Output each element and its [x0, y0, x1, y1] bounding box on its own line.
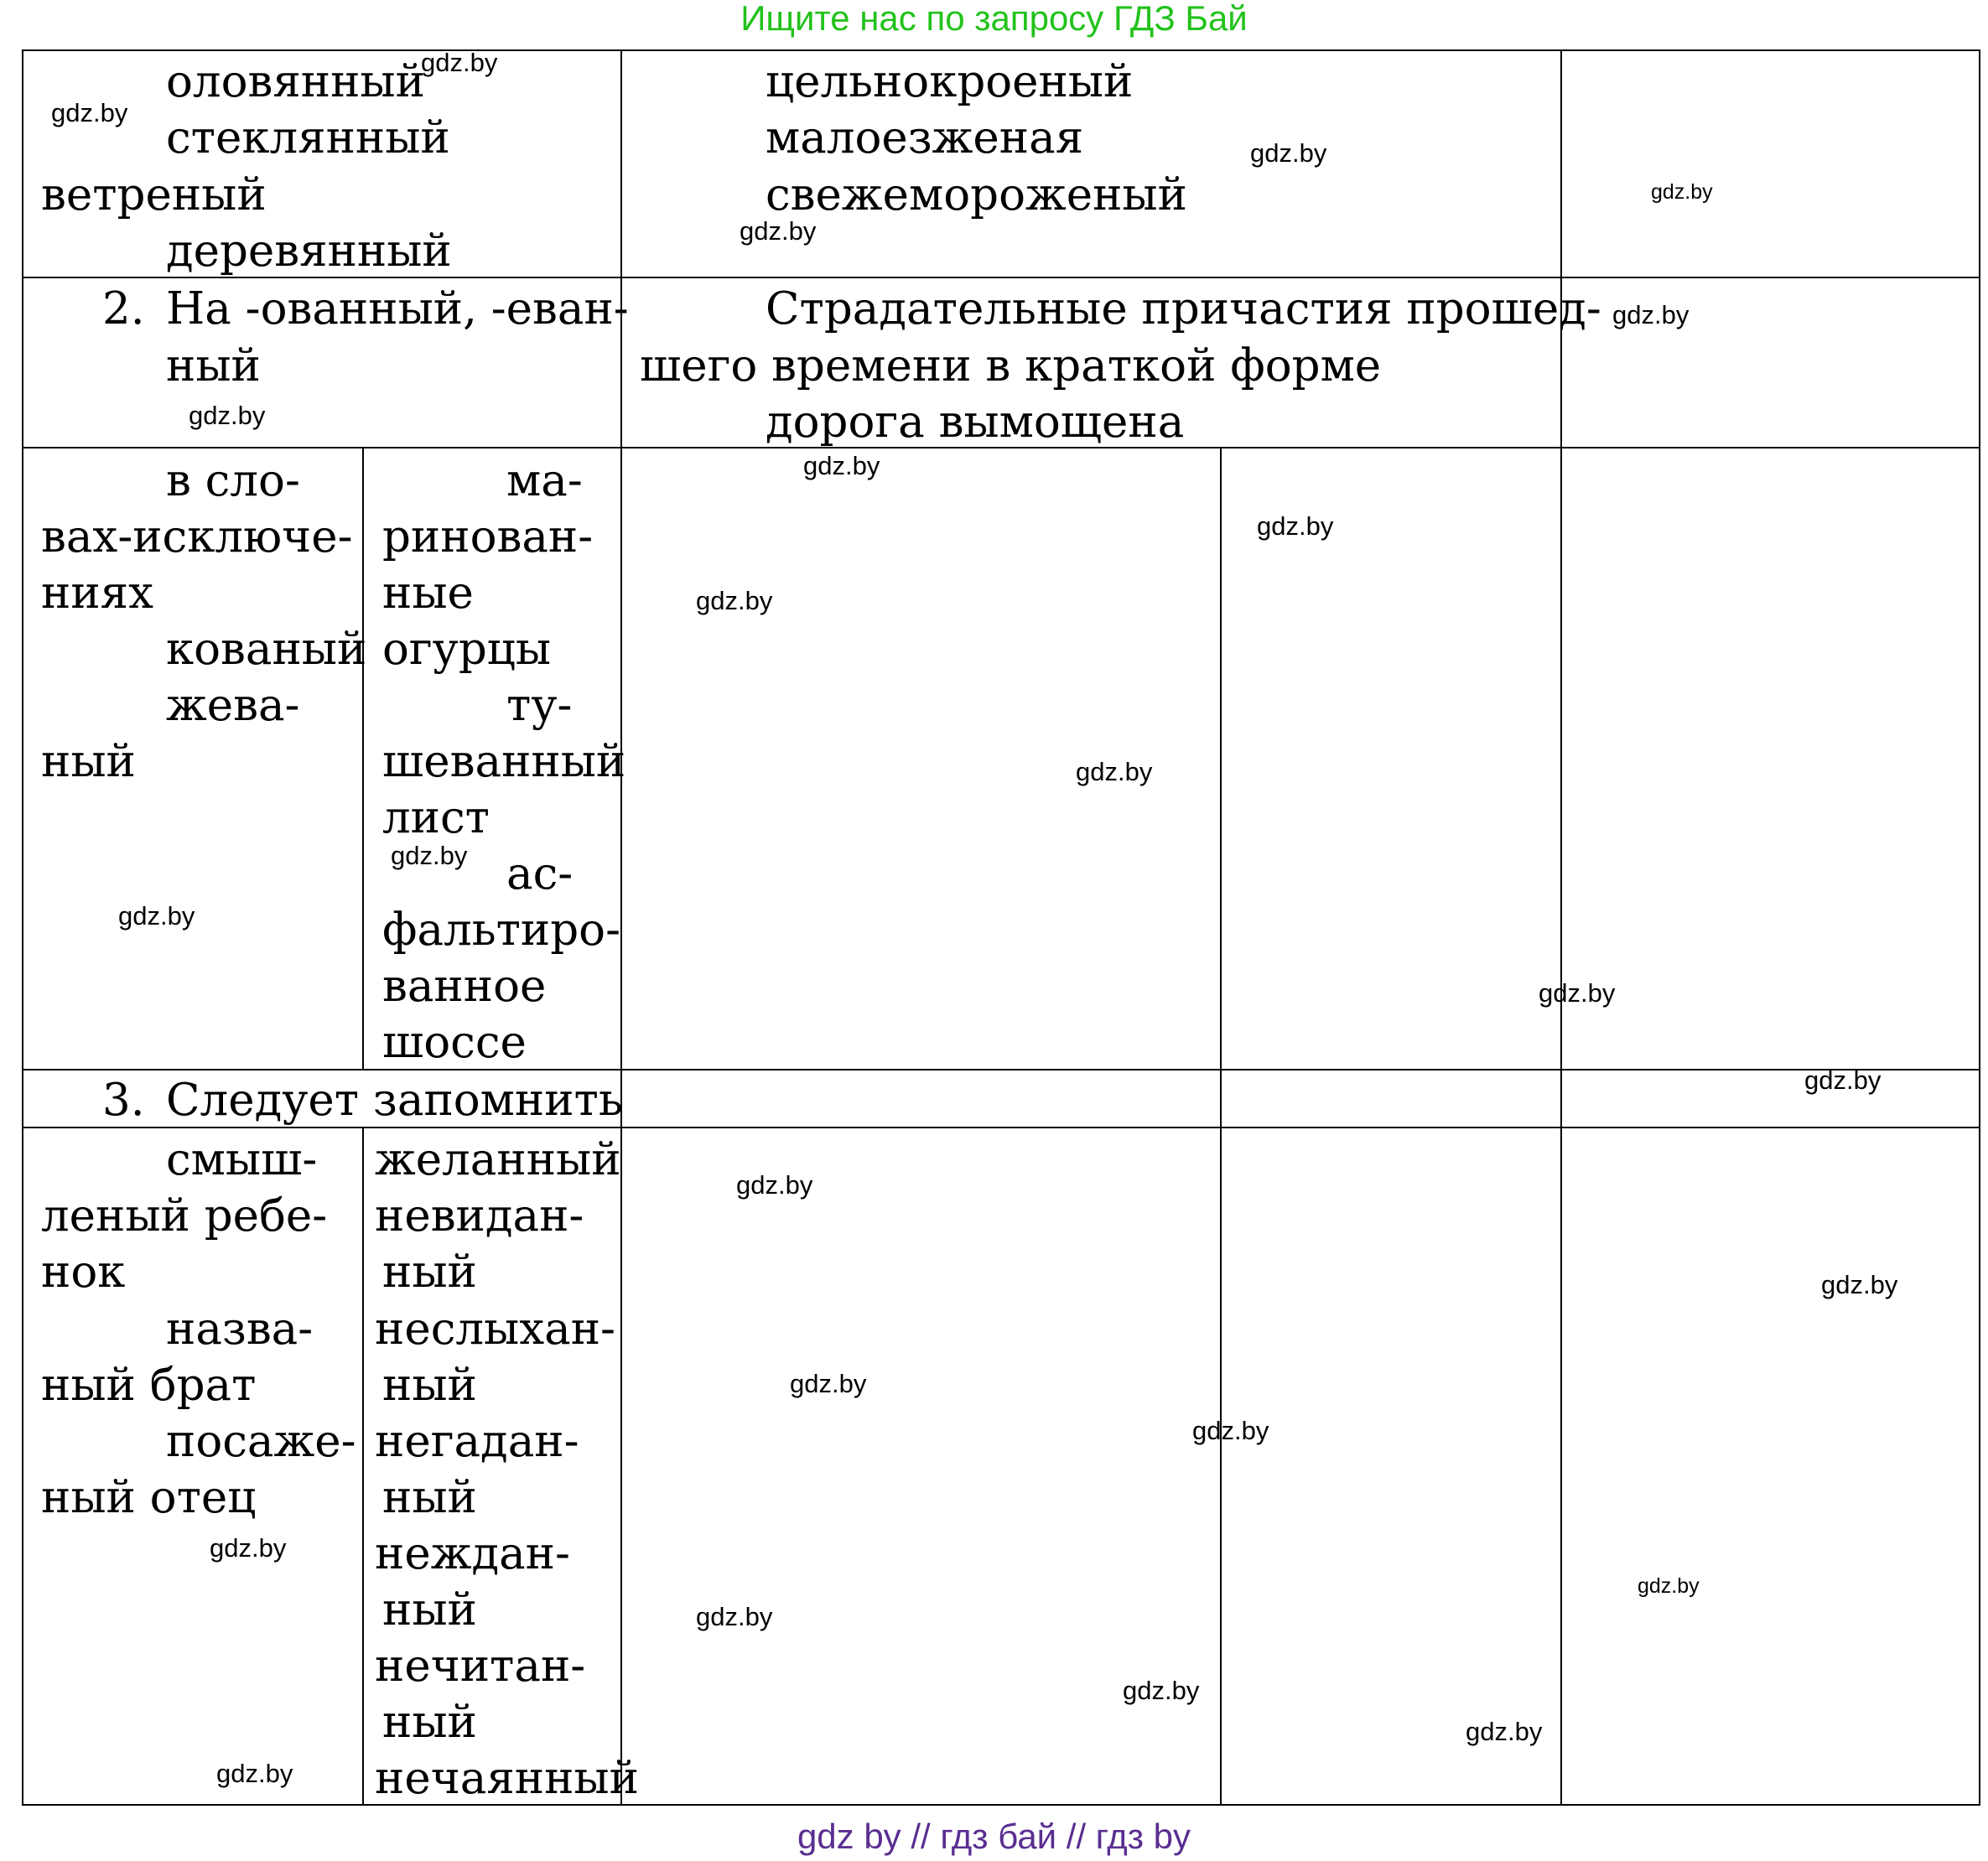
row1-left-word-2: стеклянный — [166, 112, 450, 163]
row3-col2-line-2: ринован- — [382, 511, 594, 562]
watermark: gdz.by — [1612, 300, 1690, 329]
watermark: gdz.by — [1123, 1676, 1200, 1705]
watermark: gdz.by — [1539, 978, 1616, 1008]
row5-col2-line-12: нечаянный — [375, 1753, 639, 1804]
row5-col2-line-8: неждан- — [375, 1528, 570, 1579]
row2-middle-line-3: дорога вымощена — [766, 397, 1185, 448]
row5-col2-line-3: ный — [382, 1247, 477, 1298]
table-border-right — [1979, 49, 1980, 1806]
row3-col1-line-6: ный — [41, 736, 136, 787]
watermark: gdz.by — [696, 586, 773, 615]
row3-col1-line-4: кованый — [166, 624, 367, 675]
row5-col2-line-1: желанный — [375, 1134, 621, 1185]
row3-col2-line-8: ас- — [506, 848, 574, 899]
watermark: gdz.by — [1651, 180, 1713, 204]
watermark: gdz.by — [1192, 1416, 1269, 1445]
watermark: gdz.by — [51, 98, 128, 127]
table-subcol-divider-left — [362, 447, 364, 1070]
row3-col1-line-1: в сло- — [166, 455, 300, 506]
row2-left-line-2: ный — [166, 340, 261, 391]
watermark: gdz.by — [189, 401, 266, 430]
row3-col2-line-6: шеванный — [382, 736, 626, 787]
watermark: gdz.by — [210, 1533, 287, 1563]
row5-col1-line-7: ный отец — [41, 1472, 257, 1523]
row3-col2-line-9: фальтиро- — [382, 905, 620, 956]
row3-col2-line-5: ту- — [506, 680, 573, 731]
row5-col1-line-2: леный ребе- — [41, 1190, 328, 1242]
row3-col2-line-4: огурцы — [382, 624, 552, 675]
row1-middle-word-2: малоезженая — [766, 112, 1084, 163]
watermark: gdz.by — [421, 48, 498, 77]
row1-left-word-4: деревянный — [166, 225, 452, 277]
row5-col2-line-5: ный — [382, 1360, 477, 1411]
watermark: gdz.by — [391, 841, 468, 870]
row5-col2-line-7: ный — [382, 1472, 477, 1523]
table-border-top — [22, 49, 1980, 51]
row5-col1-line-1: смыш- — [166, 1134, 318, 1185]
row3-col2-line-10: ванное — [382, 961, 547, 1012]
row3-col1-line-5: жева- — [166, 680, 300, 731]
row2-left-line-1: На -ованный, -еван- — [166, 283, 629, 334]
row3-col2-line-1: ма- — [506, 455, 583, 506]
row1-left-word-1: оловянный — [166, 56, 425, 107]
watermark: gdz.by — [1638, 1574, 1700, 1598]
row3-col2-line-7: лист — [382, 792, 490, 843]
watermark: gdz.by — [1257, 511, 1334, 541]
row5-col2-line-11: ный — [382, 1697, 477, 1748]
row1-middle-word-3: свежемороженый — [766, 169, 1187, 220]
row5-col2-line-6: негадан- — [375, 1416, 579, 1467]
row4-number: 3. — [102, 1075, 145, 1126]
row3-col2-line-11: шоссе — [382, 1017, 527, 1068]
table-border-left — [22, 49, 23, 1806]
header-search-hint[interactable]: Ищите нас по запросу ГДЗ Бай — [740, 0, 1248, 38]
watermark: gdz.by — [118, 901, 195, 930]
watermark: gdz.by — [736, 1170, 813, 1200]
row5-col1-line-4: назва- — [166, 1304, 314, 1355]
watermark: gdz.by — [740, 216, 817, 246]
watermark: gdz.by — [1804, 1065, 1882, 1095]
footer-site-links[interactable]: gdz by // гдз бай // гдз by — [797, 1817, 1191, 1856]
watermark: gdz.by — [1821, 1270, 1898, 1299]
row5-col1-line-3: нок — [41, 1247, 126, 1298]
row1-left-word-3: ветреный — [41, 169, 267, 220]
watermark: gdz.by — [696, 1602, 773, 1631]
row5-col2-line-2: невидан- — [375, 1190, 584, 1242]
watermark: gdz.by — [790, 1369, 867, 1398]
row3-col1-line-2: вах-исключе- — [41, 511, 353, 562]
row5-col2-line-4: неслыхан- — [375, 1304, 615, 1355]
row1-middle-word-1: цельнокроеный — [766, 56, 1134, 107]
table-border-bottom — [22, 1804, 1980, 1806]
row2-number: 2. — [102, 283, 145, 334]
table-subcol-divider-left-2 — [362, 1127, 364, 1806]
row5-col1-line-6: посаже- — [166, 1416, 356, 1467]
row2-middle-line-2: шего времени в краткой форме — [640, 340, 1382, 391]
watermark: gdz.by — [1250, 138, 1327, 168]
watermark: gdz.by — [1076, 757, 1153, 786]
row3-col2-line-3: ные — [382, 568, 474, 619]
watermark: gdz.by — [1466, 1717, 1543, 1746]
row3-col1-line-3: ниях — [41, 568, 153, 619]
watermark: gdz.by — [803, 451, 880, 480]
row5-col1-line-5: ный брат — [41, 1360, 257, 1411]
row2-middle-line-1: Страдательные причастия прошед- — [766, 283, 1601, 334]
row5-col2-line-9: ный — [382, 1584, 477, 1636]
row4-label: Следует запомнить — [166, 1075, 623, 1126]
watermark: gdz.by — [216, 1759, 293, 1788]
table-row-divider-3 — [22, 1069, 1980, 1070]
table-subcol-divider-mid — [1220, 447, 1222, 1806]
row5-col2-line-10: нечитан- — [375, 1641, 586, 1692]
